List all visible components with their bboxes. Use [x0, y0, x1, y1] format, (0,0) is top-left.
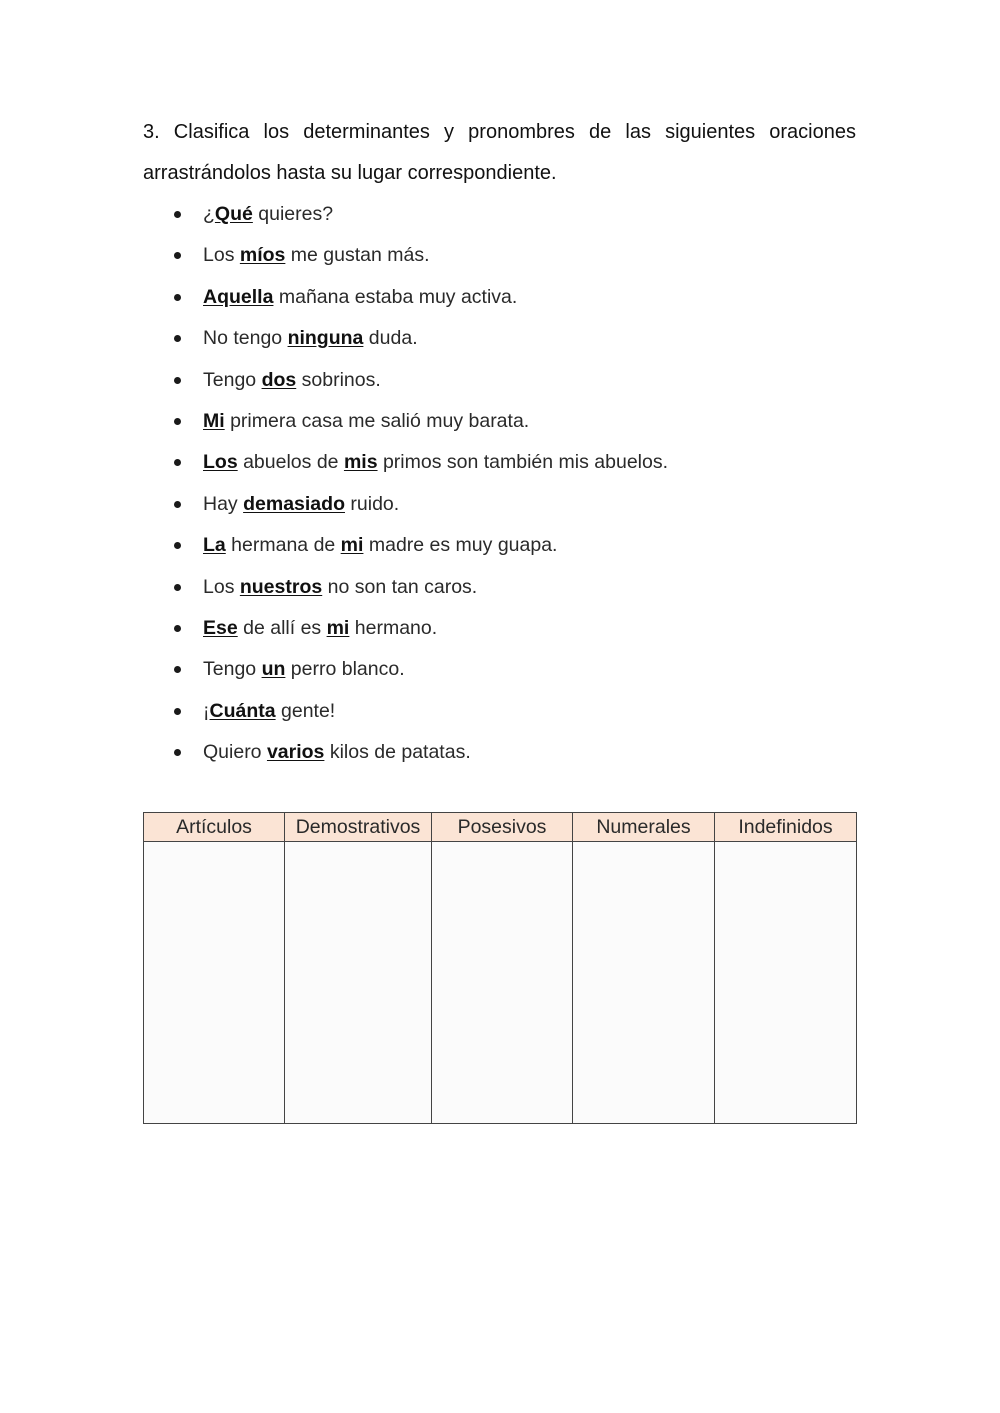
- sentence-text: de allí es: [237, 616, 327, 639]
- list-item: [143, 235, 856, 276]
- draggable-word[interactable]: Los: [203, 451, 238, 474]
- draggable-word[interactable]: nuestros: [239, 575, 323, 598]
- bullet-icon: [174, 625, 181, 632]
- list-item: [143, 318, 856, 359]
- list-item: [143, 277, 856, 318]
- draggable-word[interactable]: varios: [266, 741, 325, 764]
- header-numerales: Numerales: [573, 813, 715, 842]
- list-item: [143, 691, 856, 732]
- sentence-text: No tengo: [203, 327, 288, 350]
- sentence-text: mañana estaba muy activa.: [273, 285, 518, 308]
- sentence-text: me gustan más.: [285, 244, 430, 267]
- sentence-text: perro blanco.: [285, 658, 405, 681]
- draggable-word[interactable]: mi: [340, 534, 364, 557]
- drop-zone-demostrativos[interactable]: [285, 842, 432, 1124]
- sentence-text: primera casa me salió muy barata.: [224, 409, 530, 432]
- draggable-word[interactable]: Aquella: [203, 285, 274, 308]
- list-item: [143, 608, 856, 649]
- sentence-text: ruido.: [344, 492, 400, 515]
- draggable-word[interactable]: Mi: [203, 409, 225, 432]
- sentence-text: Tengo: [203, 368, 262, 391]
- sentence-text: duda.: [363, 327, 418, 350]
- sentence-text: ¿: [203, 203, 215, 225]
- draggable-word[interactable]: Cuánta: [209, 699, 276, 722]
- list-item: [143, 194, 856, 235]
- draggable-word[interactable]: ninguna: [287, 327, 364, 350]
- drop-zone-numerales[interactable]: [573, 842, 715, 1124]
- header-posesivos: Posesivos: [432, 813, 573, 842]
- header-demostrativos: Demostrativos: [285, 813, 432, 842]
- bullet-icon: [174, 501, 181, 508]
- draggable-word[interactable]: Qué: [214, 203, 253, 225]
- bullet-icon: [174, 211, 181, 218]
- sentence-text: ¡: [203, 699, 210, 722]
- sentence-text: Quiero: [203, 741, 267, 764]
- draggable-word[interactable]: La: [203, 534, 226, 557]
- draggable-word[interactable]: dos: [261, 368, 297, 391]
- draggable-word[interactable]: míos: [239, 244, 286, 267]
- bullet-icon: [174, 252, 181, 259]
- list-item: [143, 525, 856, 566]
- list-item: [143, 442, 856, 483]
- instruction-text: 3. Clasifica los determinantes y pronombres de las siguientes oraciones arrastrándolos hasta su lugar correspondiente.: [143, 121, 856, 184]
- sentence-text: madre es muy guapa.: [363, 534, 558, 557]
- bullet-icon: [174, 749, 181, 756]
- sentence-text: no son tan caros.: [322, 575, 478, 598]
- draggable-word[interactable]: Ese: [203, 616, 238, 639]
- bullet-icon: [174, 666, 181, 673]
- sentence-list: [143, 194, 856, 773]
- drop-zone-row: [144, 842, 857, 1124]
- sentence-text: Los: [203, 575, 240, 598]
- list-item: [143, 484, 856, 525]
- draggable-word[interactable]: un: [261, 658, 286, 681]
- sentence-text: quieres?: [252, 203, 334, 225]
- drop-zone-articulos[interactable]: [144, 842, 285, 1124]
- sentence-text: primos son también mis abuelos.: [377, 451, 669, 474]
- classification-table: [143, 812, 857, 1124]
- bullet-icon: [174, 418, 181, 425]
- bullet-icon: [174, 335, 181, 342]
- header-articulos: Artículos: [144, 813, 285, 842]
- draggable-word[interactable]: demasiado: [243, 492, 345, 515]
- sentence-text: Los: [203, 244, 240, 267]
- bullet-icon: [174, 459, 181, 466]
- sentence-text: Tengo: [203, 658, 262, 681]
- sentence-text: hermano.: [349, 616, 438, 639]
- list-item: [143, 401, 856, 442]
- list-item: [143, 732, 856, 773]
- list-item: [143, 567, 856, 608]
- sentence-text: hermana de: [225, 534, 341, 557]
- bullet-icon: [174, 294, 181, 301]
- drop-zone-indefinidos[interactable]: [715, 842, 857, 1124]
- sentence-text: gente!: [275, 699, 336, 722]
- sentence-text: abuelos de: [237, 451, 344, 474]
- sentence-text: Hay: [203, 492, 244, 515]
- bullet-icon: [174, 708, 181, 715]
- bullet-icon: [174, 377, 181, 384]
- draggable-word[interactable]: mis: [343, 451, 378, 474]
- draggable-word[interactable]: mi: [326, 616, 350, 639]
- sentence-text: kilos de patatas.: [324, 741, 471, 764]
- table-header-row: [144, 813, 857, 842]
- list-item: [143, 360, 856, 401]
- bullet-icon: [174, 542, 181, 549]
- drop-zone-posesivos[interactable]: [432, 842, 573, 1124]
- bullet-icon: [174, 584, 181, 591]
- list-item: [143, 649, 856, 690]
- header-indefinidos: Indefinidos: [715, 813, 857, 842]
- sentence-text: sobrinos.: [296, 368, 381, 391]
